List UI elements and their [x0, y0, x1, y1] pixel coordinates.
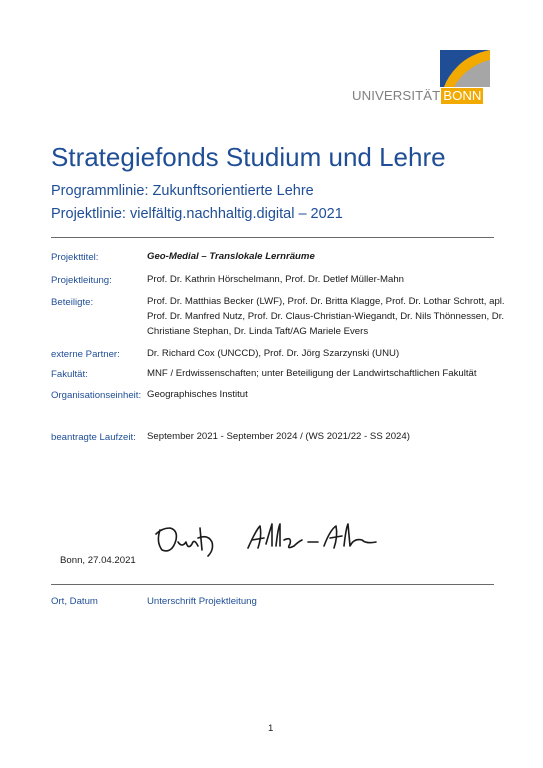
participants-label: Beteiligte:: [51, 297, 94, 308]
page-number: 1: [268, 723, 274, 734]
place-date: Bonn, 27.04.2021: [60, 555, 136, 566]
project-line: Projektlinie: vielfältig.nachhaltig.digital – 2021: [51, 206, 343, 222]
partners-value: Dr. Richard Cox (UNCCD), Prof. Dr. Jörg Szarzynski (UNU): [147, 348, 400, 359]
project-title-label: Projekttitel:: [51, 252, 99, 263]
project-lead-label: Projektleitung:: [51, 275, 112, 286]
project-lead-value: Prof. Dr. Kathrin Hörschelmann, Prof. Dr. Detlef Müller-Mahn: [147, 274, 404, 285]
place-date-label: Ort, Datum: [51, 596, 98, 607]
participants-line: Christiane Stephan, Dr. Linda Taft/AG Mariele Evers: [147, 326, 369, 337]
program-line: Programmlinie: Zukunftsorientierte Lehre: [51, 183, 314, 199]
duration-label: beantragte Laufzeit:: [51, 432, 136, 443]
document-title: Strategiefonds Studium und Lehre: [51, 142, 446, 172]
handwritten-signature: [152, 520, 392, 560]
divider: [51, 237, 494, 238]
participants-line: Prof. Dr. Matthias Becker (LWF), Prof. Dr. Britta Klagge, Prof. Dr. Lothar Schrott, apl.: [147, 296, 505, 307]
signature-line: [51, 584, 494, 585]
logo-text-universitaet: UNIVERSITÄT: [352, 88, 441, 103]
logo-mark-icon: [440, 50, 490, 87]
unit-value: Geographisches Institut: [147, 389, 248, 400]
partners-label: externe Partner:: [51, 349, 120, 360]
faculty-value: MNF / Erdwissenschaften; unter Beteiligung der Landwirtschaftlichen Fakultät: [147, 368, 477, 379]
unit-label: Organisationseinheit:: [51, 390, 142, 401]
duration-value: September 2021 - September 2024 / (WS 2021/22 - SS 2024): [147, 431, 410, 442]
faculty-label: Fakultät:: [51, 369, 88, 380]
participants-line: Prof. Dr. Manfred Nutz, Prof. Dr. Claus-Christian-Wiegandt, Dr. Nils Thönnessen, Dr.: [147, 311, 505, 322]
signature-label: Unterschrift Projektleitung: [147, 596, 257, 607]
university-logo: [352, 50, 492, 106]
project-title-value: Geo-Medial – Translokale Lernräume: [147, 251, 315, 262]
logo-text-bonn: BONN: [443, 88, 482, 103]
